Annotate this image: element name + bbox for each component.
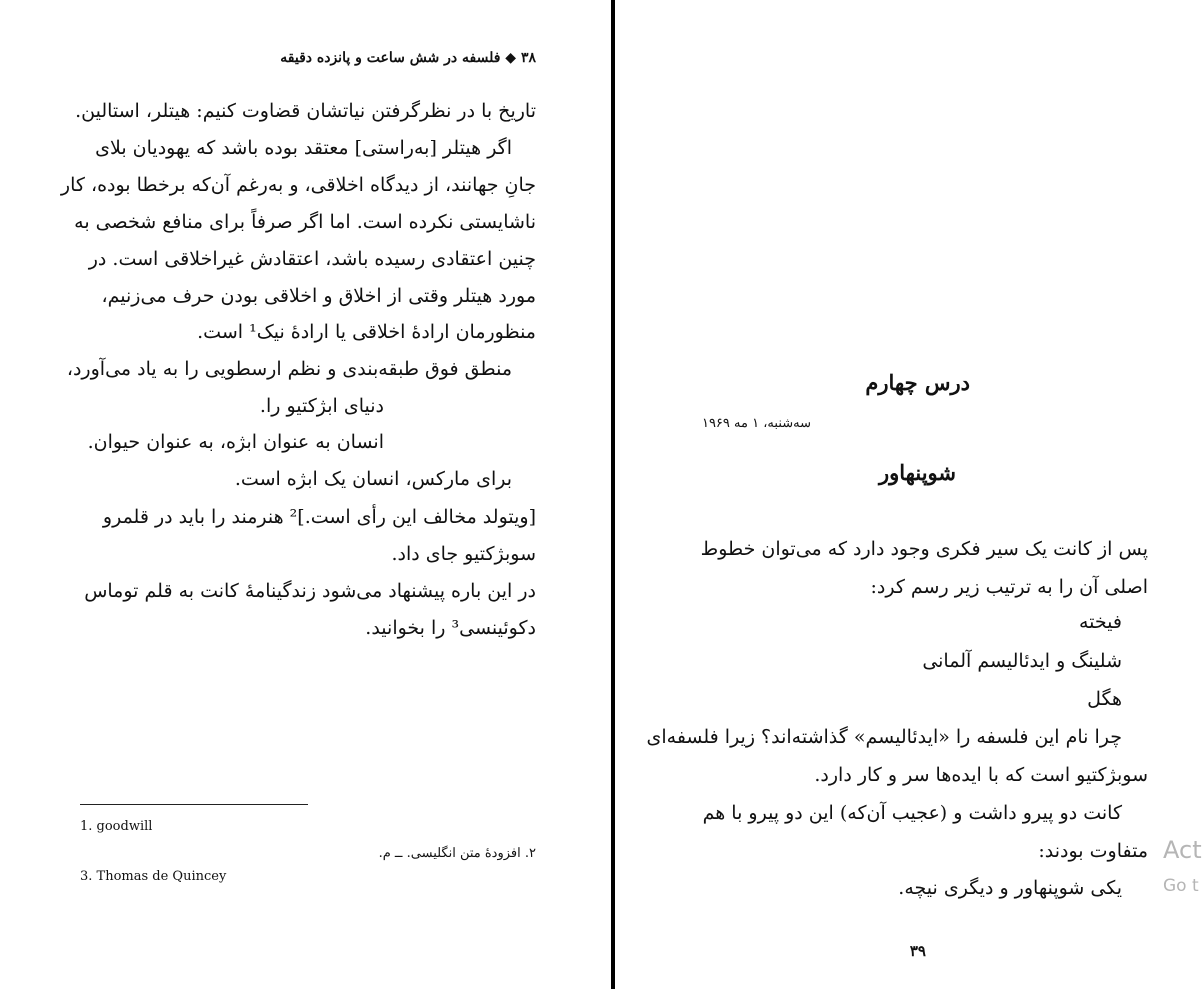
book-gutter: [611, 0, 615, 989]
activation-watermark-subtitle: Go t: [1163, 876, 1199, 896]
text-line: مورد هیتلر وقتی از اخلاق و اخلاقی بودن حرف می‌زنیم،: [101, 285, 536, 307]
text-line: [ویتولد مخالف این رأی است.]² هنرمند را باید در قلمرو: [102, 506, 536, 528]
text-line: کانت دو پیرو داشت و (عجیب آن‌که) این دو پیرو با هم: [702, 802, 1122, 824]
footnote-1: 1. goodwill: [80, 819, 153, 834]
text-line: هگل: [1087, 688, 1122, 710]
text-line: پس از کانت یک سیر فکری وجود دارد که می‌توان خطوط: [700, 538, 1148, 560]
subject-title: شوپنهاور: [879, 460, 956, 485]
footnote-divider: [80, 804, 308, 805]
text-line: ناشایستی نکرده است. اما اگر صرفاً برای منافع شخصی به: [74, 211, 536, 233]
text-line: چنین اعتقادی رسیده باشد، اعتقادش غیراخلاقی است. در: [88, 248, 536, 270]
text-line: انسان به عنوان ابژه، به عنوان حیوان.: [87, 431, 384, 453]
text-line: سوبژکتیو جای داد.: [391, 543, 536, 565]
text-line: متفاوت بودند:: [1038, 840, 1148, 862]
text-line: دنیای ابژکتیو را.: [259, 395, 384, 417]
text-line: اصلی آن را به ترتیب زیر رسم کرد:: [870, 576, 1148, 598]
running-head: ۳۸ ◆ فلسفه در شش ساعت و پانزده دقیقه: [280, 50, 536, 66]
text-line: اگر هیتلر [به‌راستی] معتقد بوده باشد که یهودیان بلای: [95, 137, 512, 159]
text-line: تاریخ با در نظرگرفتن نیاتشان قضاوت کنیم: هیتلر، استالین.: [75, 100, 536, 122]
text-line: سوبژکتیو است که با ایده‌ها سر و کار دارد.: [814, 764, 1148, 786]
text-line: در این باره پیشنهاد می‌شود زندگینامهٔ کانت به قلم توماس: [84, 580, 536, 602]
text-line: منظورمان ارادهٔ اخلاقی یا ارادهٔ نیک¹ است.: [197, 321, 536, 343]
footnote-2: ۲. افزودهٔ متن انگلیسی. ــ م.: [378, 846, 536, 861]
page-number: ۳۹: [909, 942, 926, 960]
lesson-date: سه‌شنبه، ۱ مه ۱۹۶۹: [701, 416, 811, 431]
text-line: یکی شوپنهاور و دیگری نیچه.: [898, 877, 1122, 899]
text-line: شلینگ و ایدئالیسم آلمانی: [922, 650, 1122, 672]
text-line: فیخته: [1078, 611, 1122, 633]
text-line: چرا نام این فلسفه را «ایدئالیسم» گذاشته‌اند؟ زیرا فلسفه‌ای: [646, 726, 1122, 748]
activation-watermark-title: Act: [1163, 836, 1202, 864]
right-page: [616, 0, 1204, 989]
lesson-title: درس چهارم: [865, 370, 970, 395]
text-line: منطق فوق طبقه‌بندی و نظم ارسطویی را به یاد می‌آورد،: [66, 358, 512, 380]
footnote-3: 3. Thomas de Quincey: [80, 869, 227, 884]
text-line: برای مارکس، انسان یک ابژه است.: [234, 468, 512, 490]
text-line: دکوئینسی³ را بخوانید.: [365, 617, 536, 639]
text-line: جانِ جهانند، از دیدگاه اخلاقی، و به‌رغم آن‌که برخطا بوده، کار: [60, 174, 536, 196]
